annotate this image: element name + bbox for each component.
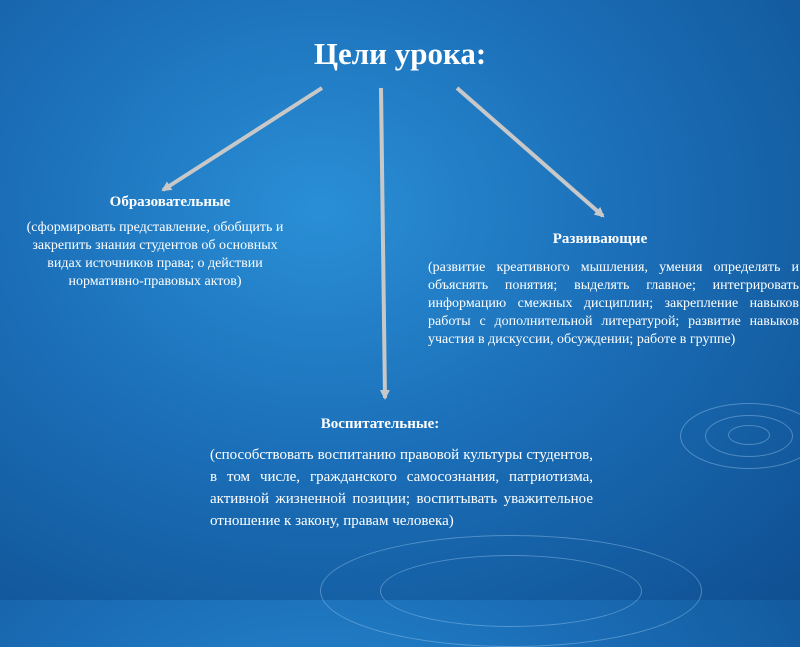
page-title: Цели урока: xyxy=(313,36,487,71)
upbringing-goals-heading: Воспитательные: xyxy=(320,416,440,432)
arrow-to-educational xyxy=(163,88,322,190)
upbringing-goals-text: (способствовать воспитанию правовой культуры студентов, в том числе, гражданского самосознания, патриотизма, активной жизненной позиции; воспитывать уважительное отношение к закону, правам человека) xyxy=(210,447,593,529)
educational-goals-text: (сформировать представление, обобщить и закрепить знания студентов об основных видах источников права; о действии нормативно-правовых актов) xyxy=(26,220,284,289)
arrow-to-developmental xyxy=(457,88,603,216)
developmental-goals-heading: Развивающие xyxy=(552,231,648,247)
developmental-goals-text: (развитие креативного мышления, умения определять и объяснять понятия; выделять главное; интегрировать информацию смежных дисциплин; закрепление навыков работы с дополнительной литературой; развитие навыков участия в дискуссии, обсуждении; работе в группе) xyxy=(428,260,799,347)
educational-goals-heading: Образовательные xyxy=(109,194,231,210)
arrow-to-upbringing xyxy=(381,88,385,398)
